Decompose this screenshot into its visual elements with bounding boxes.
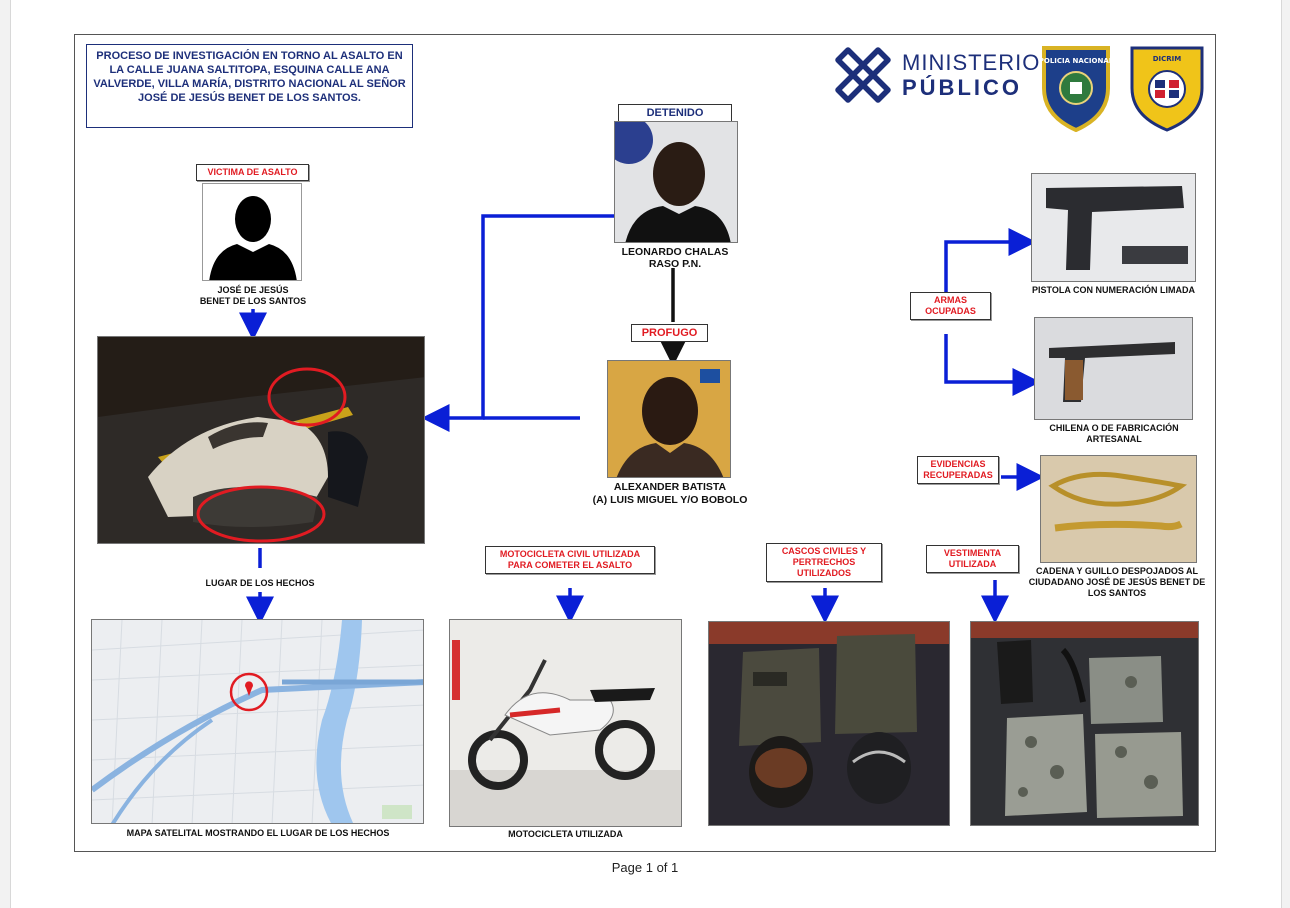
scene-caption: LUGAR DE LOS HECHOS xyxy=(205,578,315,588)
map-image xyxy=(92,620,424,824)
badge1-text: POLICIA NACIONAL xyxy=(1038,57,1114,65)
clothing-photo xyxy=(970,621,1199,826)
fugitive-portrait xyxy=(608,361,731,478)
motorcycle-image xyxy=(450,620,682,827)
pistol-image xyxy=(1032,174,1196,282)
logo-line-2: PÚBLICO xyxy=(902,75,1022,100)
evidence-label: EVIDENCIAS RECUPERADAS xyxy=(917,456,999,484)
fugitive-photo xyxy=(607,360,731,478)
helmets-label: CASCOS CIVILES Y PERTRECHOS UTILIZADOS xyxy=(766,543,882,582)
pistol-photo xyxy=(1031,173,1196,282)
chilena-photo xyxy=(1034,317,1193,420)
motorcycle-label: MOTOCICLETA CIVIL UTILIZADA PARA COMETER EL ASALTO xyxy=(485,546,655,574)
pistol-caption: PISTOLA CON NUMERACIÓN LIMADA xyxy=(1032,285,1195,295)
clothing-image xyxy=(971,622,1199,826)
fugitive-name-1: ALEXANDER BATISTA xyxy=(613,481,727,493)
detained-name-2: RASO P.N. xyxy=(648,258,702,270)
evidence-caption: CADENA Y GUILLO DESPOJADOS AL CIUDADANO JOSÉ DE JESÚS BENET DE LOS SANTOS xyxy=(1028,566,1206,598)
satellite-map xyxy=(91,619,424,824)
person-silhouette-icon xyxy=(203,184,302,281)
logo-line-1: MINISTERIO xyxy=(902,50,1041,75)
crime-scene-photo xyxy=(97,336,425,544)
victim-label: VICTIMA DE ASALTO xyxy=(196,164,309,181)
chilena-caption: CHILENA O DE FABRICACIÓN ARTESANAL xyxy=(1049,423,1179,444)
badge2-text: DICRIM xyxy=(1152,55,1182,63)
victim-silhouette xyxy=(202,183,302,281)
helmets-photo xyxy=(708,621,950,826)
chilena-image xyxy=(1035,318,1193,420)
evidence-photo xyxy=(1040,455,1197,563)
clothing-label: VESTIMENTA UTILIZADA xyxy=(926,545,1019,573)
map-caption: MAPA SATELITAL MOSTRANDO EL LUGAR DE LOS HECHOS xyxy=(126,828,390,838)
detained-photo xyxy=(614,121,738,243)
weapons-label: ARMAS OCUPADAS xyxy=(910,292,991,320)
motorcycle-caption: MOTOCICLETA UTILIZADA xyxy=(508,829,623,839)
page-number: Page 1 of 1 xyxy=(611,860,679,875)
detained-portrait xyxy=(615,122,738,243)
crime-scene-image xyxy=(98,337,425,544)
document-title: PROCESO DE INVESTIGACIÓN EN TORNO AL ASALTO EN LA CALLE JUANA SALTITOPA, ESQUINA CALLE ANA VALVERDE, VILLA MARÍA, DISTRITO NACIONAL AL SEÑOR JOSÉ DE JESÚS BENET DE LOS SANTOS. xyxy=(86,44,413,128)
chain-bracelet-image xyxy=(1041,456,1197,563)
victim-name-2: BENET DE LOS SANTOS xyxy=(199,296,307,306)
helmets-image xyxy=(709,622,950,826)
fugitive-label: PROFUGO xyxy=(631,324,708,342)
detained-name-1: LEONARDO CHALAS xyxy=(621,246,729,258)
motorcycle-photo xyxy=(449,619,682,827)
fugitive-name-2: (A) LUIS MIGUEL Y/O BOBOLO xyxy=(592,494,748,506)
detained-label: DETENIDO xyxy=(618,104,732,122)
victim-name-1: JOSÉ DE JESÚS xyxy=(217,285,289,295)
